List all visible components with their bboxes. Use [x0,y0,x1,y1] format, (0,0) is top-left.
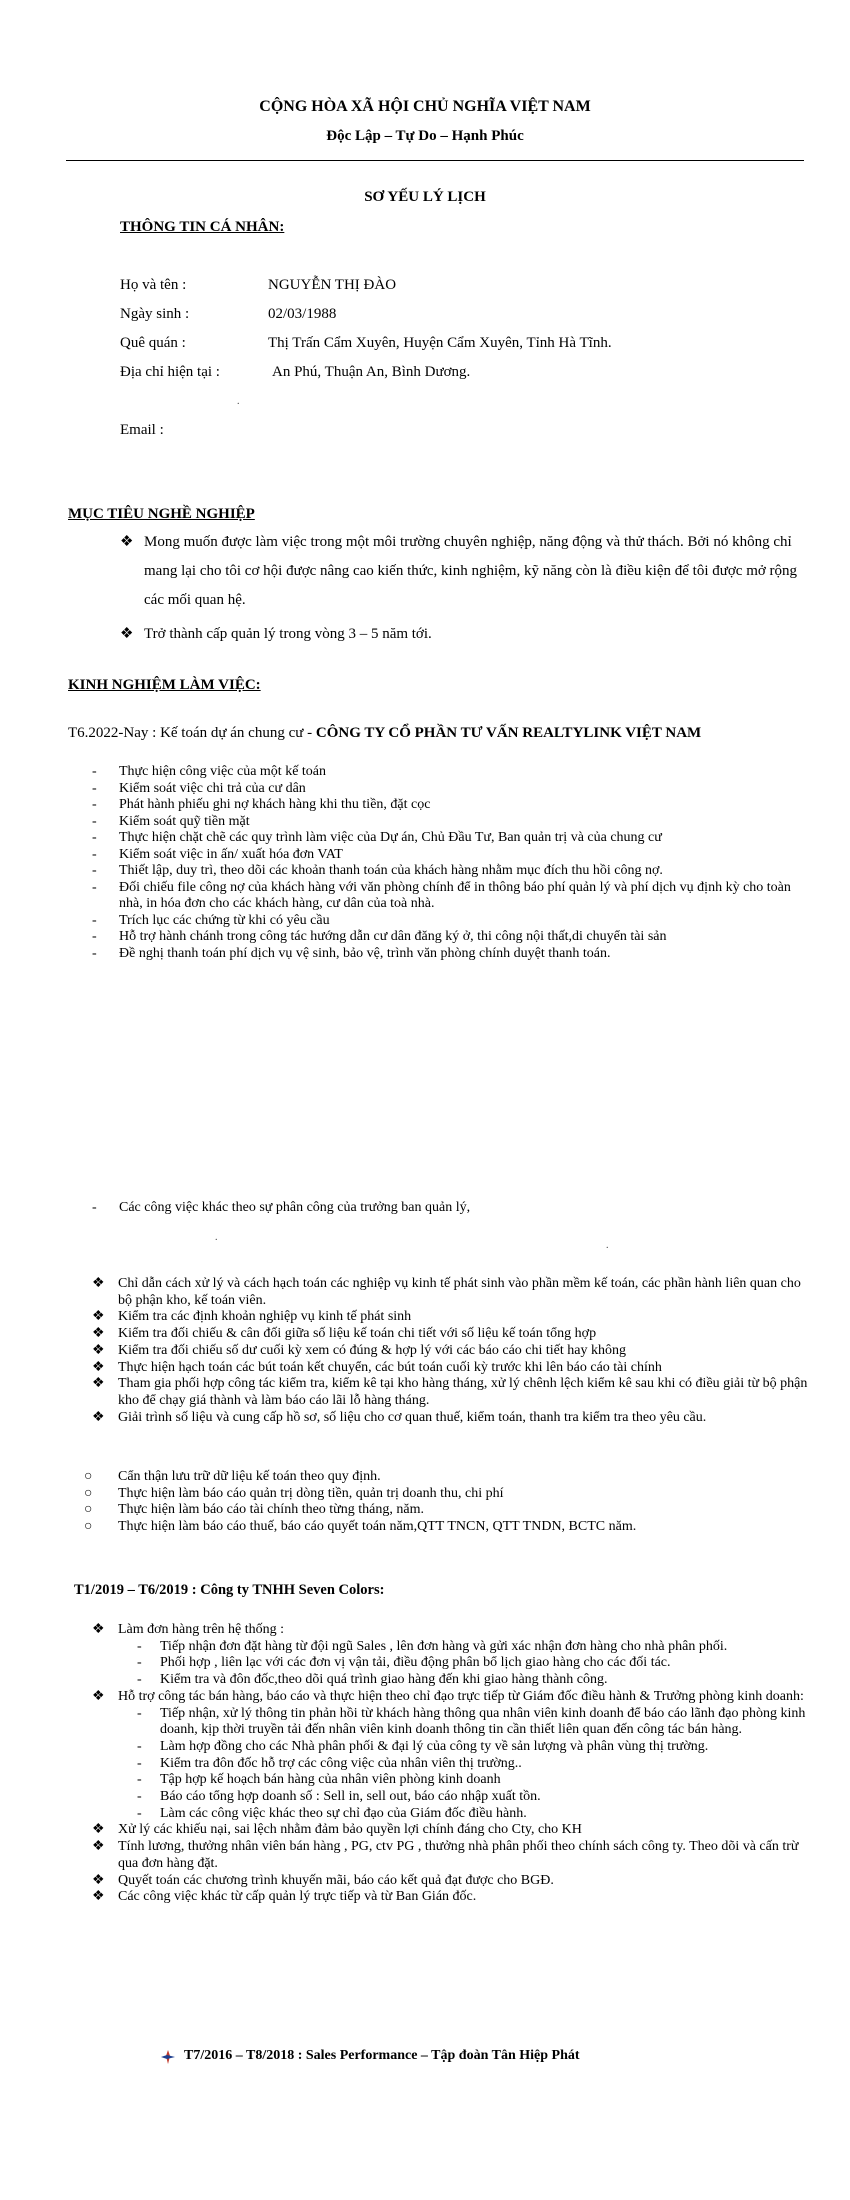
job2-item: ❖ Quyết toán các chương trình khuyến mãi, báo cáo kết quả đạt được cho BGĐ. [92,1872,554,1888]
accounting-list [92,1276,810,1426]
circle-bullet-icon: ○ [84,1485,93,1501]
circle-bullet-icon: ○ [84,1519,93,1535]
job2-item: ❖ Hỗ trợ công tác bán hàng, báo cáo và thực hiện theo chỉ đạo trực tiếp từ Giám đốc điều hành & Trưởng phòng kinh doanh: [92,1688,804,1704]
stray-mark: . [606,1240,609,1251]
diamond-bullet-icon: ❖ [92,1359,105,1375]
duty-item: - Thực hiện công việc của một kế toán [92,764,327,779]
header-divider [66,160,804,161]
address-label: Địa chỉ hiện tại : [120,364,220,380]
diamond-bullet-icon: ❖ [92,1326,105,1342]
duty-item: - Hỗ trợ hành chánh trong công tác hướng dẫn cư dân đăng ký ở, thi công nội thất,di chuyển tài sản [92,929,667,944]
diamond-bullet-icon: ❖ [92,1342,105,1358]
circle-bullet-icon: ○ [84,1502,93,1518]
diamond-bullet-icon: ❖ [120,534,134,550]
experience-heading: KINH NGHIỆM LÀM VIỆC: [68,677,261,693]
dob-value: 02/03/1988 [268,306,337,322]
diamond-bullet-icon: ❖ [92,1839,105,1855]
job2-item: ❖ Làm đơn hàng trên hệ thống : [92,1622,285,1637]
accounting-circle-item: ○ Thực hiện làm báo cáo thuế, báo cáo quyết toán năm,QTT TNCN, QTT TNDN, BCTC năm. [84,1519,637,1535]
accounting-item: ❖ Giải trình số liệu và cung cấp hồ sơ, số liệu cho cơ quan thuế, kiểm toán, thanh tra kiểm tra theo yêu cầu. [92,1409,707,1425]
name-value: NGUYỄN THỊ ĐÀO [268,277,397,293]
accounting-item: ❖ Kiểm tra đối chiếu số dư cuối kỳ xem có đúng & hợp lý với các báo cáo chi tiết hay không [92,1342,626,1358]
objective-heading: MỤC TIÊU NGHỀ NGHIỆP [68,506,255,522]
job2-sub-item: - Làm hợp đồng cho các Nhà phân phối & đại lý của công ty về sản lượng và phân vùng thị trường. [137,1738,709,1754]
accounting-circle-list [80,1469,810,1536]
job2-sub-item: - Phối hợp , liên lạc với các đơn vị vận tải, điều động phân bổ lịch giao hàng cho các đối tác. [137,1655,671,1671]
diamond-bullet-icon: ❖ [92,1309,105,1325]
job2-sub-item: - Kiểm tra và đôn đốc,theo dõi quá trình giao hàng đến khi giao hàng thành công. [137,1672,608,1688]
name-label: Họ và tên : [120,277,187,293]
email-label: Email : [120,422,164,438]
accounting-item: ❖ Tham gia phối hợp công tác kiểm tra, kiểm kê tại kho hàng tháng, xử lý chênh lệch kiểm kê sau khi có điều giải từ bộ phận kho để chạy giá thành và làm báo cáo lãi lỗ hàng tháng. [92,1376,808,1408]
hometown-label: Quê quán : [120,335,186,351]
personal-heading: THÔNG TIN CÁ NHÂN: [120,219,285,235]
accounting-item: ❖ Thực hiện hạch toán các bút toán kết chuyển, các bút toán cuối kỳ trước khi lên báo cáo tài chính [92,1359,662,1375]
accounting-item: ❖ Kiểm tra đối chiếu & cân đối giữa số liệu kế toán chi tiết với số liệu kế toán tổng hợp [92,1326,597,1342]
objective-list [120,528,810,649]
job2-list [92,1622,810,1906]
accounting-item: ❖ Kiểm tra các định khoản nghiệp vụ kinh tế phát sinh [92,1309,412,1325]
job2-sub-item: - Làm các công việc khác theo sự chỉ đạo của Giám đốc điều hành. [137,1805,527,1821]
diamond-bullet-icon: ❖ [92,1822,105,1838]
stray-mark: . [215,1232,218,1243]
diamond-bullet-icon: ❖ [92,1622,105,1637]
duty-item: - Đề nghị thanh toán phí dịch vụ vệ sinh, bảo vệ, trình văn phòng chính duyệt thanh toán. [92,945,611,961]
diamond-bullet-icon: ❖ [92,1376,105,1392]
dob-label: Ngày sinh : [120,306,190,322]
objective-item: ❖ Mong muốn được làm việc trong một môi trường chuyên nghiệp, năng động và thử thách. Bởi nó không chỉ mang lại cho tôi cơ hội được nâng cao kiến thức, kinh nghiệm, kỹ năng còn là điều kiện để tôi được mở rộng các mối quan hệ. [120,528,810,615]
circle-bullet-icon: ○ [84,1469,93,1484]
hometown-value: Thị Trấn Cẩm Xuyên, Huyện Cẩm Xuyên, Tỉnh Hà Tĩnh. [268,335,612,351]
address-value: An Phú, Thuận An, Bình Dương. [272,364,471,380]
job1-heading [68,725,701,742]
job1-other [92,1200,812,1217]
duty-item: - Thiết lập, duy trì, theo dõi các khoản thanh toán của khách hàng nhằm mục đích thu hồi công nợ. [92,863,663,878]
job1-duties [92,764,812,962]
accounting-circle-item: ○ Thực hiện làm báo cáo quản trị dòng tiền, quản trị doanh thu, chi phí [84,1485,504,1501]
diamond-bullet-icon: ❖ [120,626,134,642]
motto: Độc Lập – Tự Do – Hạnh Phúc [326,128,524,144]
diamond-bullet-icon: ❖ [92,1688,105,1704]
company-logo-icon [160,2049,176,2065]
accounting-circle-item: ○ Cẩn thận lưu trữ dữ liệu kế toán theo quy định. [84,1469,381,1484]
job2-sub-item: - Tiếp nhận đơn đặt hàng từ đội ngũ Sales , lên đơn hàng và gửi xác nhận đơn hàng cho nhà phân phối. [137,1638,728,1654]
diamond-bullet-icon: ❖ [92,1276,105,1291]
duty-item: - Đối chiếu file công nợ của khách hàng với văn phòng chính để in thông báo phí quản lý và phí dịch vụ định kỳ cho toàn nhà, in hóa đơn cho các khách hàng, cư dân của toà nhà. [92,879,791,911]
job2-item: ❖ Các công việc khác từ cấp quản lý trực tiếp và từ Ban Gián đốc. [92,1889,477,1905]
diamond-bullet-icon: ❖ [92,1872,105,1888]
job2-item: ❖ Tính lương, thưởng nhân viên bán hàng , PG, ctv PG , thưởng nhà phân phối theo chính sách công ty. Theo dõi và cấn trừ qua đơn hàng đặt. [92,1839,799,1871]
job1-period-role: T6.2022-Nay : Kế toán dự án chung cư - [68,725,316,741]
job1-company: CÔNG TY CỔ PHẦN TƯ VẤN REALTYLINK VIỆT NAM [315,725,702,741]
job3-heading: T7/2016 – T8/2018 : Sales Performance – Tập đoàn Tân Hiệp Phát [184,2048,580,2063]
duty-item: - Thực hiện chặt chẽ các quy trình làm việc của Dự án, Chủ Đầu Tư, Ban quản trị và của chung cư [92,830,662,845]
accounting-circle-item: ○ Thực hiện làm báo cáo tài chính theo từng tháng, năm. [84,1502,424,1518]
document-title: SƠ YẾU LÝ LỊCH [364,189,486,205]
objective-item: ❖ Trở thành cấp quản lý trong vòng 3 – 5 năm tới. [120,620,810,649]
job2-heading: T1/2019 – T6/2019 : Công ty TNHH Seven Colors: [74,1582,385,1598]
accounting-item: ❖ Chỉ dẫn cách xử lý và cách hạch toán các nghiệp vụ kinh tế phát sinh vào phần mềm kế toán, các phần hành liên quan cho bộ phận kho, kế toán viên. [92,1276,801,1308]
job2-item: ❖ Xử lý các khiếu nại, sai lệch nhằm đảm bảo quyền lợi chính đáng cho Cty, cho KH [92,1822,582,1838]
job2-sub-item: - Tiếp nhận, xử lý thông tin phản hồi từ khách hàng thông qua nhân viên kinh doanh để báo cáo lãnh đạo phòng kinh doanh, kịp thời truyền tải đến nhân viên kinh doanh thông tin cần thiết liên quan đến công tác bán hàng. [137,1705,806,1738]
stray-mark: . [237,396,240,407]
job2-sub-item: - Tập hợp kế hoạch bán hàng của nhân viên phòng kinh doanh [137,1772,501,1788]
diamond-bullet-icon: ❖ [92,1409,105,1425]
duty-item: - Kiểm soát việc chi trả của cư dân [92,780,306,796]
diamond-bullet-icon: ❖ [92,1889,105,1905]
duty-item: - Kiểm soát việc in ấn/ xuất hóa đơn VAT [92,846,343,862]
job2-sub-item: - Báo cáo tổng hợp doanh số : Sell in, sell out, báo cáo nhập xuất tồn. [137,1789,541,1805]
duty-item: - Phát hành phiếu ghi nợ khách hàng khi thu tiền, đặt cọc [92,797,431,812]
job2-sub-item: - Kiểm tra đôn đốc hỗ trợ các công việc của nhân viên thị trường.. [137,1755,522,1771]
duty-item: - Trích lục các chứng từ khi có yêu cầu [92,912,330,928]
nation-heading: CỘNG HÒA XÃ HỘI CHỦ NGHĨA VIỆT NAM [259,98,591,115]
duty-item: - Kiểm soát quỹ tiền mặt [92,813,250,829]
duty-item: - Các công việc khác theo sự phân công của trưởng ban quản lý, [92,1200,471,1215]
